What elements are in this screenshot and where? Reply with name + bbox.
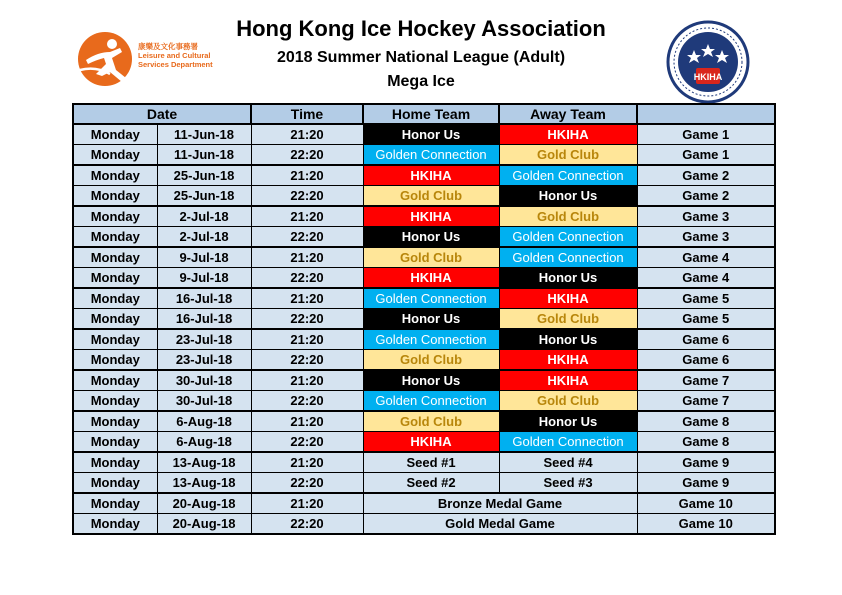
table-row bbox=[73, 411, 775, 432]
col-header-home: Home Team bbox=[363, 104, 499, 124]
home-team-cell: Honor Us bbox=[363, 227, 499, 248]
time-cell: 22:20 bbox=[251, 309, 363, 330]
game-cell: Game 3 bbox=[637, 227, 775, 248]
home-team-cell: HKIHA bbox=[363, 432, 499, 453]
date-cell: 25-Jun-18 bbox=[157, 165, 251, 186]
away-team-cell: HKIHA bbox=[499, 370, 637, 391]
day-cell: Monday bbox=[73, 247, 157, 268]
date-cell: 2-Jul-18 bbox=[157, 206, 251, 227]
table-row bbox=[73, 350, 775, 371]
day-cell: Monday bbox=[73, 370, 157, 391]
time-cell: 21:20 bbox=[251, 206, 363, 227]
game-cell: Game 8 bbox=[637, 432, 775, 453]
table-row bbox=[73, 145, 775, 166]
game-cell: Game 3 bbox=[637, 206, 775, 227]
home-team-cell: Seed #2 bbox=[363, 473, 499, 494]
time-cell: 21:20 bbox=[251, 452, 363, 473]
time-cell: 21:20 bbox=[251, 493, 363, 514]
home-team-cell: Gold Club bbox=[363, 350, 499, 371]
game-cell: Game 6 bbox=[637, 329, 775, 350]
game-cell: Game 2 bbox=[637, 186, 775, 207]
home-team-cell: Golden Connection bbox=[363, 391, 499, 412]
time-cell: 21:20 bbox=[251, 165, 363, 186]
home-team-cell: Gold Club bbox=[363, 186, 499, 207]
away-team-cell: Seed #3 bbox=[499, 473, 637, 494]
date-cell: 20-Aug-18 bbox=[157, 493, 251, 514]
hkiha-logo bbox=[666, 20, 750, 104]
table-row bbox=[73, 370, 775, 391]
away-team-cell: Gold Club bbox=[499, 145, 637, 166]
table-row bbox=[73, 493, 775, 514]
page-title: Hong Kong Ice Hockey Association bbox=[236, 16, 606, 41]
date-cell: 2-Jul-18 bbox=[157, 227, 251, 248]
medal-game-cell: Gold Medal Game bbox=[363, 514, 637, 535]
date-cell: 16-Jul-18 bbox=[157, 309, 251, 330]
date-cell: 25-Jun-18 bbox=[157, 186, 251, 207]
day-cell: Monday bbox=[73, 124, 157, 145]
table-row bbox=[73, 514, 775, 535]
home-team-cell: Honor Us bbox=[363, 370, 499, 391]
header-row bbox=[73, 104, 775, 124]
home-team-cell: Golden Connection bbox=[363, 288, 499, 309]
home-team-cell: Honor Us bbox=[363, 309, 499, 330]
time-cell: 22:20 bbox=[251, 268, 363, 289]
table-row bbox=[73, 124, 775, 145]
time-cell: 21:20 bbox=[251, 370, 363, 391]
away-team-cell: Golden Connection bbox=[499, 432, 637, 453]
time-cell: 21:20 bbox=[251, 329, 363, 350]
away-team-cell: HKIHA bbox=[499, 350, 637, 371]
table-row bbox=[73, 432, 775, 453]
time-cell: 22:20 bbox=[251, 186, 363, 207]
table-row bbox=[73, 473, 775, 494]
date-cell: 6-Aug-18 bbox=[157, 432, 251, 453]
time-cell: 21:20 bbox=[251, 288, 363, 309]
col-header-away: Away Team bbox=[499, 104, 637, 124]
table-row bbox=[73, 165, 775, 186]
home-team-cell: Golden Connection bbox=[363, 145, 499, 166]
table-row bbox=[73, 247, 775, 268]
away-team-cell: HKIHA bbox=[499, 124, 637, 145]
date-cell: 30-Jul-18 bbox=[157, 370, 251, 391]
game-cell: Game 5 bbox=[637, 288, 775, 309]
date-cell: 11-Jun-18 bbox=[157, 145, 251, 166]
venue-label: Mega Ice bbox=[387, 73, 455, 90]
game-cell: Game 7 bbox=[637, 391, 775, 412]
day-cell: Monday bbox=[73, 288, 157, 309]
time-cell: 22:20 bbox=[251, 432, 363, 453]
game-cell: Game 4 bbox=[637, 268, 775, 289]
home-team-cell: Honor Us bbox=[363, 124, 499, 145]
away-team-cell: Honor Us bbox=[499, 268, 637, 289]
day-cell: Monday bbox=[73, 329, 157, 350]
table-row bbox=[73, 206, 775, 227]
away-team-cell: Golden Connection bbox=[499, 227, 637, 248]
away-team-cell: HKIHA bbox=[499, 288, 637, 309]
home-team-cell: HKIHA bbox=[363, 268, 499, 289]
lcsd-figure-icon bbox=[76, 30, 134, 88]
day-cell: Monday bbox=[73, 391, 157, 412]
home-team-cell: HKIHA bbox=[363, 206, 499, 227]
home-team-cell: Seed #1 bbox=[363, 452, 499, 473]
date-cell: 16-Jul-18 bbox=[157, 288, 251, 309]
lcsd-english-line2: Services Department bbox=[138, 60, 213, 69]
game-cell: Game 9 bbox=[637, 473, 775, 494]
col-header-game bbox=[637, 104, 775, 124]
game-cell: Game 10 bbox=[637, 514, 775, 535]
lcsd-logo bbox=[76, 30, 236, 88]
game-cell: Game 6 bbox=[637, 350, 775, 371]
away-team-cell: Gold Club bbox=[499, 206, 637, 227]
game-cell: Game 1 bbox=[637, 145, 775, 166]
date-cell: 30-Jul-18 bbox=[157, 391, 251, 412]
game-cell: Game 1 bbox=[637, 124, 775, 145]
game-cell: Game 7 bbox=[637, 370, 775, 391]
game-cell: Game 2 bbox=[637, 165, 775, 186]
table-row bbox=[73, 391, 775, 412]
time-cell: 21:20 bbox=[251, 247, 363, 268]
date-cell: 13-Aug-18 bbox=[157, 473, 251, 494]
away-team-cell: Golden Connection bbox=[499, 165, 637, 186]
col-header-date: Date bbox=[73, 104, 251, 124]
day-cell: Monday bbox=[73, 350, 157, 371]
away-team-cell: Honor Us bbox=[499, 186, 637, 207]
page-subtitle: 2018 Summer National League (Adult) bbox=[276, 49, 566, 66]
date-cell: 23-Jul-18 bbox=[157, 329, 251, 350]
schedule-table bbox=[72, 103, 776, 535]
lcsd-text bbox=[138, 42, 213, 69]
col-header-time: Time bbox=[251, 104, 363, 124]
table-row bbox=[73, 268, 775, 289]
day-cell: Monday bbox=[73, 145, 157, 166]
date-cell: 20-Aug-18 bbox=[157, 514, 251, 535]
day-cell: Monday bbox=[73, 493, 157, 514]
day-cell: Monday bbox=[73, 227, 157, 248]
game-cell: Game 5 bbox=[637, 309, 775, 330]
game-cell: Game 9 bbox=[637, 452, 775, 473]
day-cell: Monday bbox=[73, 268, 157, 289]
game-cell: Game 4 bbox=[637, 247, 775, 268]
away-team-cell: Honor Us bbox=[499, 329, 637, 350]
table-row bbox=[73, 288, 775, 309]
time-cell: 21:20 bbox=[251, 411, 363, 432]
game-cell: Game 8 bbox=[637, 411, 775, 432]
day-cell: Monday bbox=[73, 309, 157, 330]
date-cell: 9-Jul-18 bbox=[157, 247, 251, 268]
table-row bbox=[73, 329, 775, 350]
day-cell: Monday bbox=[73, 411, 157, 432]
table-row bbox=[73, 309, 775, 330]
date-cell: 6-Aug-18 bbox=[157, 411, 251, 432]
time-cell: 21:20 bbox=[251, 124, 363, 145]
hkiha-logo-label: HKIHA bbox=[693, 72, 723, 82]
day-cell: Monday bbox=[73, 452, 157, 473]
home-team-cell: Golden Connection bbox=[363, 329, 499, 350]
time-cell: 22:20 bbox=[251, 350, 363, 371]
time-cell: 22:20 bbox=[251, 391, 363, 412]
day-cell: Monday bbox=[73, 165, 157, 186]
away-team-cell: Seed #4 bbox=[499, 452, 637, 473]
game-cell: Game 10 bbox=[637, 493, 775, 514]
time-cell: 22:20 bbox=[251, 473, 363, 494]
table-row bbox=[73, 186, 775, 207]
home-team-cell: HKIHA bbox=[363, 165, 499, 186]
away-team-cell: Gold Club bbox=[499, 391, 637, 412]
day-cell: Monday bbox=[73, 186, 157, 207]
day-cell: Monday bbox=[73, 206, 157, 227]
time-cell: 22:20 bbox=[251, 227, 363, 248]
date-cell: 9-Jul-18 bbox=[157, 268, 251, 289]
table-row bbox=[73, 452, 775, 473]
away-team-cell: Gold Club bbox=[499, 309, 637, 330]
date-cell: 11-Jun-18 bbox=[157, 124, 251, 145]
time-cell: 22:20 bbox=[251, 145, 363, 166]
schedule-body bbox=[73, 124, 775, 534]
table-row bbox=[73, 227, 775, 248]
lcsd-english-line1: Leisure and Cultural bbox=[138, 51, 211, 60]
day-cell: Monday bbox=[73, 432, 157, 453]
home-team-cell: Gold Club bbox=[363, 247, 499, 268]
day-cell: Monday bbox=[73, 514, 157, 535]
medal-game-cell: Bronze Medal Game bbox=[363, 493, 637, 514]
home-team-cell: Gold Club bbox=[363, 411, 499, 432]
away-team-cell: Golden Connection bbox=[499, 247, 637, 268]
lcsd-chinese-name: 康樂及文化事務署 bbox=[138, 42, 198, 51]
time-cell: 22:20 bbox=[251, 514, 363, 535]
day-cell: Monday bbox=[73, 473, 157, 494]
date-cell: 23-Jul-18 bbox=[157, 350, 251, 371]
date-cell: 13-Aug-18 bbox=[157, 452, 251, 473]
away-team-cell: Honor Us bbox=[499, 411, 637, 432]
